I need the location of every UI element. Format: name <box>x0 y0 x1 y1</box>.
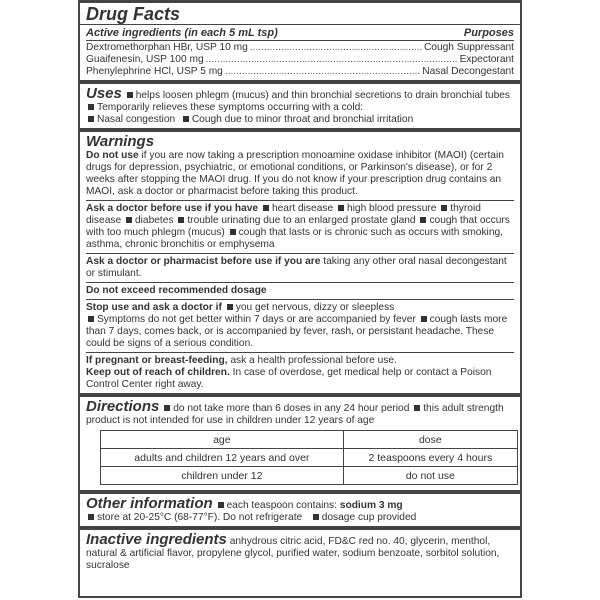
condition-item: cough that occurs with too much phlegm (mucus) <box>86 215 510 238</box>
bullet-icon <box>227 304 233 310</box>
pregnant-body: ask a health professional before use. <box>230 355 397 366</box>
uses-item: Nasal congestion <box>97 114 176 125</box>
table-cell: children under 12 <box>101 467 344 485</box>
bullet-icon <box>230 229 236 235</box>
uses-section <box>80 84 520 128</box>
ask-pharmacist-text <box>86 256 514 280</box>
bullet-icon <box>313 514 319 520</box>
bullet-icon <box>164 405 170 411</box>
inactive-ingredients-section <box>80 530 520 574</box>
directions-heading: Directions <box>86 398 160 415</box>
active-subrule <box>86 40 514 41</box>
stop-use-label: Stop use and ask a doctor if <box>86 302 222 313</box>
leader-dots <box>206 54 458 66</box>
warnings-section <box>80 132 520 393</box>
sodium-amount: sodium 3 mg <box>339 500 403 511</box>
bullet-icon <box>338 205 344 211</box>
keep-out-label: Keep out of reach of children. <box>86 367 230 378</box>
bullet-icon <box>88 316 94 322</box>
directions-item: this adult strength product is not intended for use in children under 12 years of age <box>86 403 504 426</box>
warnings-subrule <box>86 282 514 283</box>
active-ingredients-header <box>86 27 514 39</box>
do-not-exceed-text: Do not exceed recommended dosage <box>86 285 267 296</box>
stop-item: you get nervous, dizzy or sleepless <box>235 302 395 313</box>
condition-item: diabetes <box>134 215 174 226</box>
keep-out-text <box>86 367 514 391</box>
bullet-icon <box>127 92 133 98</box>
bullet-icon <box>88 514 94 520</box>
ingredient-name: Phenylephrine HCl, USP 5 mg <box>86 66 223 77</box>
active-ingredients-section <box>80 25 520 80</box>
bullet-icon <box>263 205 269 211</box>
other-information-section <box>80 494 520 526</box>
purposes-heading: Purposes <box>463 27 514 39</box>
inactive-ingredients-heading: Inactive ingredients <box>86 531 227 548</box>
table-header-row <box>101 431 518 449</box>
other-item: each teaspoon contains: <box>226 500 337 511</box>
do-not-use-text <box>86 150 514 198</box>
directions-item: do not take more than 6 doses in any 24 hour period <box>173 403 410 414</box>
warnings-subrule <box>86 200 514 201</box>
table-header-cell: age <box>101 431 344 449</box>
warnings-subrule <box>86 253 514 254</box>
table-cell: adults and children 12 years and over <box>101 449 344 467</box>
drug-facts-panel <box>78 0 522 598</box>
leader-dots <box>250 42 422 54</box>
table-row <box>101 449 518 467</box>
do-not-use-label: Do not use <box>86 150 139 161</box>
condition-item: thyroid disease <box>86 203 481 226</box>
uses-heading: Uses <box>86 85 122 102</box>
ingredient-row <box>86 66 514 78</box>
bullet-icon <box>183 116 189 122</box>
stop-item: Symptoms do not get better within 7 days or are accompanied by fever <box>97 314 416 325</box>
other-item: dosage cup provided <box>321 512 417 523</box>
bullet-icon <box>126 217 132 223</box>
ask-pharmacist-body: taking any other oral nasal decongestant or stimulant. <box>86 256 507 279</box>
table-header-cell: dose <box>343 431 517 449</box>
ingredient-row <box>86 42 514 54</box>
pregnant-text <box>86 355 514 367</box>
condition-item: high blood pressure <box>346 203 437 214</box>
ingredient-purpose: Expectorant <box>459 54 514 65</box>
uses-item: Cough due to minor throat and bronchial irritation <box>191 114 414 125</box>
warnings-heading: Warnings <box>86 133 155 150</box>
bullet-icon <box>218 502 224 508</box>
condition-item: heart disease <box>271 203 334 214</box>
stop-item: cough lasts more than 7 days, comes back, or is accompanied by fever, rash, or persistant headache. These could be signs of a serious condition. <box>86 314 508 349</box>
keep-out-body: In case of overdose, get medical help or contact a Poison Control Center right away. <box>86 367 492 390</box>
dosage-table <box>100 430 518 485</box>
ask-doctor-text <box>86 203 514 251</box>
condition-item: trouble urinating due to an enlarged prostate gland <box>187 215 416 226</box>
ingredient-row <box>86 54 514 66</box>
uses-line: Temporarily relieves these symptoms occurring with a cold: <box>97 102 364 113</box>
bullet-icon <box>420 217 426 223</box>
other-item: store at 20-25°C (68-77°F). Do not refrigerate <box>97 512 303 523</box>
ingredient-purpose: Cough Suppressant <box>423 42 514 53</box>
directions-section <box>80 397 520 490</box>
inactive-ingredients-text: anhydrous citric acid, FD&C red no. 40, glycerin, menthol, natural & artificial flavor, propylene glycol, purified water, sodium benzoate, sorbitol solution, sucralose <box>86 536 500 571</box>
pregnant-label: If pregnant or breast-feeding, <box>86 355 228 366</box>
ingredient-purpose: Nasal Decongestant <box>422 66 514 77</box>
bullet-icon <box>88 104 94 110</box>
bullet-icon <box>414 405 420 411</box>
table-cell: do not use <box>343 467 517 485</box>
warnings-subrule <box>86 352 514 353</box>
table-cell: 2 teaspoons every 4 hours <box>343 449 517 467</box>
stop-use-text <box>86 302 514 350</box>
condition-item: cough that lasts or is chronic such as occurs with smoking, asthma, chronic bronchitis or emphysema <box>86 227 503 250</box>
do-not-use-body: if you are now taking a prescription monoamine oxidase inhibitor (MAOI) (certain drugs for depression, psychiatric, or emotional conditions, or Parkinson's disease), or for 2 weeks after stopping the MAOI drug. If you do not know if your prescription drug contains an MAOI, ask a doctor or pharmacist before taking this product. <box>86 150 504 197</box>
ingredient-name: Guaifenesin, USP 100 mg <box>86 54 204 65</box>
other-information-heading: Other information <box>86 495 213 512</box>
ask-doctor-label: Ask a doctor before use if you have <box>86 203 259 214</box>
drug-facts-title: Drug Facts <box>86 4 181 24</box>
bullet-icon <box>421 316 427 322</box>
ask-pharmacist-label: Ask a doctor or pharmacist before use if you are <box>86 256 321 267</box>
bullet-icon <box>178 217 184 223</box>
bullet-icon <box>88 116 94 122</box>
uses-line: helps loosen phlegm (mucus) and thin bronchial secretions to drain bronchial tubes <box>135 90 511 101</box>
ingredient-name: Dextromethorphan HBr, USP 10 mg <box>86 42 248 53</box>
warnings-subrule <box>86 299 514 300</box>
active-ingredients-heading: Active ingredients (in each 5 mL tsp) <box>86 27 278 39</box>
leader-dots <box>225 66 420 78</box>
table-row <box>101 467 518 485</box>
bullet-icon <box>441 205 447 211</box>
